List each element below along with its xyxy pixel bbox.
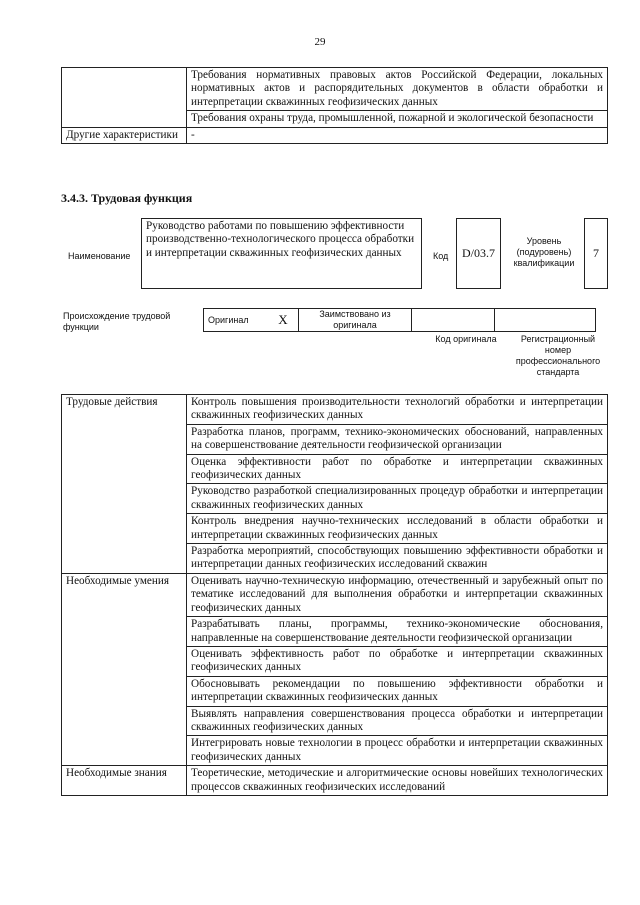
page-number: 29: [314, 36, 326, 48]
required-skill: Разрабатывать планы, программы, технико-экономические обоснования, направленные на совершенствование деятельности геофизической организации: [187, 617, 608, 647]
labor-action: Контроль повышения производительности технологий обработки и интерпретации скважинных геофизических данных: [187, 395, 608, 425]
requirement-cell: Требования нормативных правовых актов Российской Федерации, локальных нормативных актов и распорядительных документов в области обработки и интерпретации скважинных геофизических данных: [187, 68, 608, 111]
required-skill: Выявлять направления совершенствования процесса обработки и интерпретации скважинных геофизических данных: [187, 706, 608, 736]
labor-action: Разработка мероприятий, способствующих повышению эффективности обработки и интерпретации данных геофизических исследований скважин: [187, 544, 608, 574]
original-label: Оригинал: [204, 309, 269, 332]
actions-table: [61, 394, 608, 796]
function-name: Руководство работами по повышению эффективности производственно-технологического процесса обработки и интерпретации скважинных геофизических данных: [141, 218, 422, 289]
required-skill: Обосновывать рекомендации по повышению эффективности обработки и интерпретации скважинных геофизических данных: [187, 676, 608, 706]
original-mark: X: [268, 309, 299, 332]
requirement-cell: Требования охраны труда, промышленной, пожарной и экологической безопасности: [187, 111, 608, 127]
borrowed-label: Заимствовано из оригинала: [299, 309, 412, 332]
labor-action: Руководство разработкой специализированных процедур обработки и интерпретации скважинных геофизических данных: [187, 484, 608, 514]
other-characteristics-label: Другие характеристики: [62, 127, 187, 143]
origin-table: [203, 308, 596, 332]
code-label: Код: [433, 251, 449, 261]
labor-action: Оценка эффективности работ по обработке и интерпретации скважинных геофизических данных: [187, 454, 608, 484]
original-code-label: Код оригинала: [435, 334, 497, 344]
labor-actions-label: Трудовые действия: [62, 395, 187, 574]
name-label: Наименование: [68, 251, 131, 261]
reg-number-cell: [495, 309, 596, 332]
level-value: 7: [584, 218, 608, 289]
labor-action: Контроль внедрения научно-технических исследований в области обработки и интерпретации скважинных геофизических данных: [187, 514, 608, 544]
function-code: D/03.7: [456, 218, 501, 289]
required-skill: Оценивать эффективность работ по обработке и интерпретации скважинных геофизических данных: [187, 646, 608, 676]
reg-number-label: Регистрационный номер профессионального стандарта: [515, 334, 601, 377]
required-knowledge: Теоретические, методические и алгоритмические основы новейших технологических процессов скважинных геофизических исследований: [187, 766, 608, 796]
row-label: [62, 68, 187, 128]
other-characteristics-value: -: [187, 127, 608, 143]
required-skill: Интегрировать новые технологии в процесс обработки и интерпретации скважинных геофизических данных: [187, 736, 608, 766]
top-table: [61, 67, 608, 144]
section-title: 3.4.3. Трудовая функция: [61, 191, 193, 205]
origin-label: Происхождение трудовой функции: [63, 311, 171, 332]
labor-action: Разработка планов, программ, технико-экономических обоснований, направленных на совершенствование деятельности геофизической организации: [187, 424, 608, 454]
required-skill: Оценивать научно-техническую информацию, отечественный и зарубежный опыт по тематике исследований для выполнения обработки и интерпретации скважинных геофизических данных: [187, 573, 608, 616]
required-knowledge-label: Необходимые знания: [62, 766, 187, 796]
required-skills-label: Необходимые умения: [62, 573, 187, 765]
level-label: Уровень (подуровень) квалификации: [513, 236, 575, 268]
original-code-cell: [412, 309, 495, 332]
